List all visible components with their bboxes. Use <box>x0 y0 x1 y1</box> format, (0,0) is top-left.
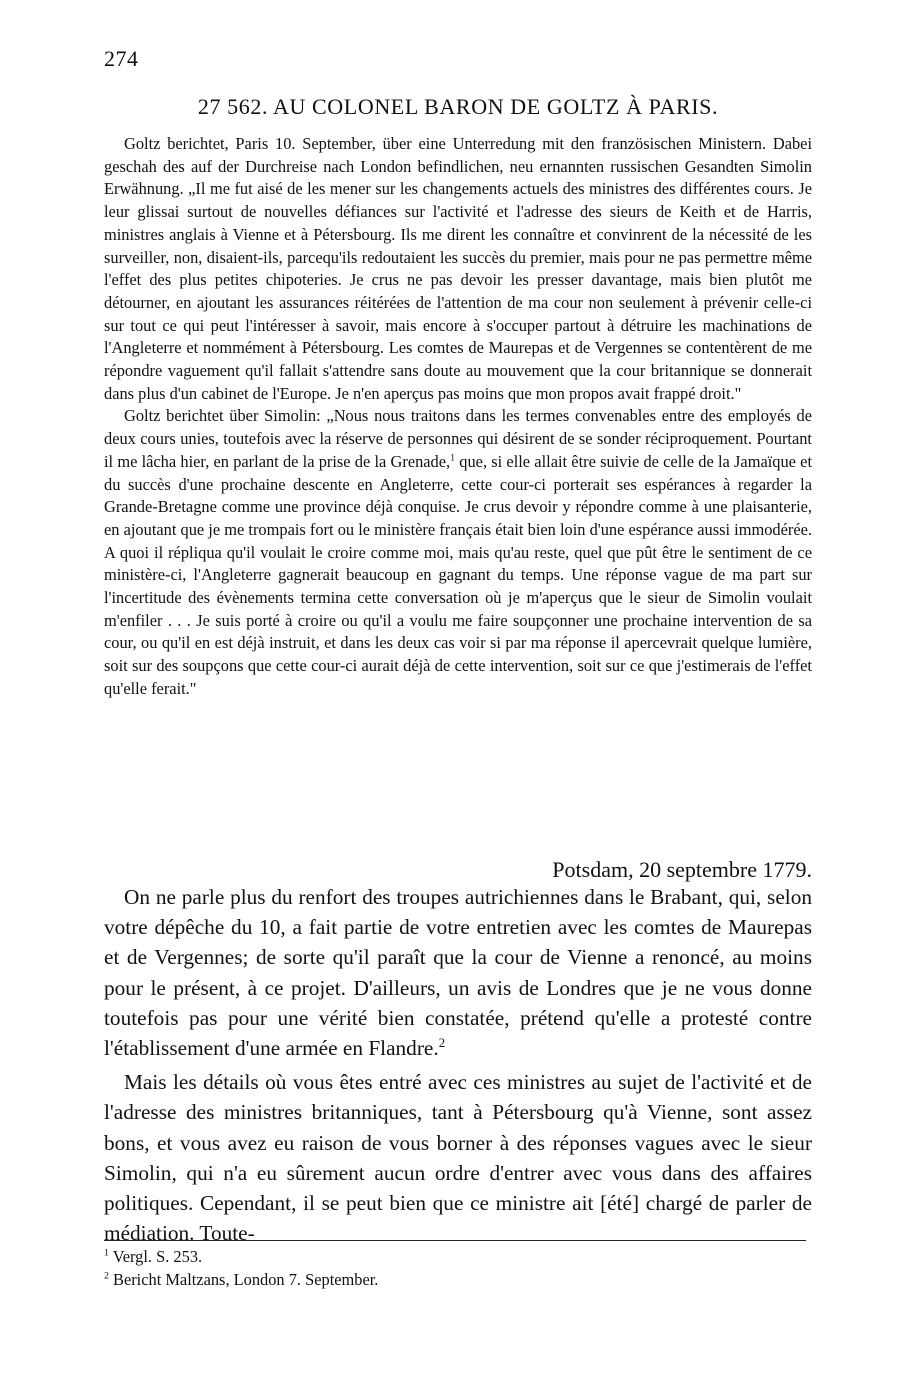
footnote-1 <box>104 1245 812 1268</box>
letter-heading: 27 562. AU COLONEL BARON DE GOLTZ À PARIS. <box>197 94 719 119</box>
footnote-ref-2: 2 <box>438 1035 446 1050</box>
footnote-2-text: Bericht Maltzans, London 7. September. <box>108 1270 379 1289</box>
footnote-2-mark: 2 <box>104 1270 109 1282</box>
summary-paragraph-1: Goltz berichtet, Paris 10. September, über eine Unterredung mit den französischen Ministern. Dabei geschah des auf der Durchreise nach London befindlichen, neu ernannten russischen Gesandten Simolin Erwähnung. „Il me fut aisé de les mener sur les changements actuels des ministres des différentes cours. Je leur glissai surtout de nouvelles défiances sur l'activité et l'adresse des sieurs de Keith et de Harris, ministres anglais à Vienne et à Pétersbourg. Ils me dirent les connaître et convinrent de la nécessité de les surveiller, non, disaient-ils, parcequ'ils redoutaient les succès du premier, mais pour ne pas permettre même l'effet des plus petites chipoteries. Je crus ne pas devoir les presser davantage, mais bien plutôt me détourner, en ajoutant les assurances réitérées de l'attention de ma cour non seulement à prévenir celle-ci sur tout ce qui peut l'intéresser à savoir, mais encore à s'occuper partout à détruire les machinations de l'Angleterre et nommément à Pétersbourg. Les comtes de Maurepas et de Vergennes se contentèrent de me répondre vaguement qu'il fallait s'attendre sans doute au mouvement que la cour britannique se donnerait dans plus d'un cabinet de l'Europe. Je n'en aperçus pas moins que mon propos avait frappé droit." <box>104 134 812 403</box>
letter-paragraph-1 <box>104 882 812 1063</box>
footnotes <box>104 1245 812 1291</box>
footnote-1-mark: 1 <box>104 1247 109 1259</box>
dateline: Potsdam, 20 septembre 1779. <box>552 857 812 882</box>
editorial-summary <box>104 133 812 701</box>
footnote-divider <box>104 1240 806 1241</box>
letter-body <box>104 882 812 1248</box>
page-number: 274 <box>104 46 139 71</box>
summary-paragraph-2-text-a: Goltz berichtet über Simolin: „Nous nous traitons dans les termes convenables entre des employés de deux cours unies, toutefois avec la réserve de personnes qui désirent de se sonder réciproquement. Pourtant il me lâcha hier, en parlant de la prise de la Grenade, <box>104 406 812 471</box>
footnote-2 <box>104 1268 812 1291</box>
summary-paragraph-2 <box>104 405 812 700</box>
footnote-ref-1: 1 <box>450 452 456 464</box>
summary-paragraph-2-text-b: que, si elle allait être suivie de celle de la Jamaïque et du succès d'une prochaine descente en Angleterre, cette cour-ci porterait ses espérances à regarder la Grande-Bretagne comme une province déjà conquise. Je crus devoir y répondre comme à une plaisanterie, en ajoutant que je me trompais fort ou le ministère français était bien loin d'une espérance aussi immodérée. A quoi il répliqua qu'il voulait le croire comme moi, mais qu'au reste, quel que pût être le sentiment de ce ministère-ci, l'Angleterre gagnerait beaucoup en gagnant du temps. Une réponse vague de ma part sur l'incertitude des évènements termina cette conversation où je m'aperçus que le sieur de Simolin voulait m'enfiler . . . Je suis porté à croire ou qu'il a voulu me faire soupçonner une prochaine intervention de sa cour, ou qu'il en est déjà instruit, et dans les deux cas voir si par ma réponse il apercevrait quelque lumière, soit sur des soupçons que cette cour-ci aurait déjà de cette intervention, soit sur ce que j'estimerais de l'effet qu'elle ferait." <box>104 451 813 698</box>
letter-paragraph-1-text: On ne parle plus du renfort des troupes autrichiennes dans le Brabant, qui, selon votre dépêche du 10, a fait partie de votre entretien avec les comtes de Maurepas et de Vergennes; de sorte qu'il paraît que la cour de Vienne a renoncé, au moins pour le présent, à ce projet. D'ailleurs, un avis de Londres que je ne vous donne toutefois pas pour une vérité bien constatée, prétend qu'elle a protesté contre l'établissement d'une armée en Flandre. <box>104 885 812 1061</box>
footnote-1-text: Vergl. S. 253. <box>108 1247 203 1266</box>
letter-paragraph-2: Mais les détails où vous êtes entré avec ces ministres au sujet de l'activité et de l'adresse des ministres britanniques, tant à Pétersbourg qu'à Vienne, sont assez bons, et vous avez eu raison de vous borner à des réponses vagues avec le sieur Simolin, qui n'a eu sûrement aucun ordre d'entrer avec vous dans des affaires politiques. Cependant, il se peut bien que ce ministre ait [été] chargé de parler de médiation. Toute- <box>104 1070 812 1246</box>
